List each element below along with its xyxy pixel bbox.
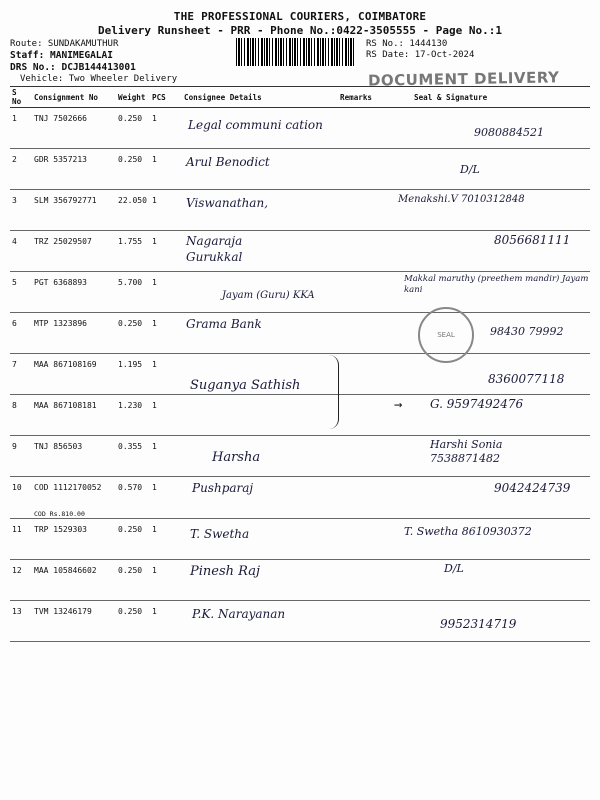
rs-number: RS No.: 1444130 xyxy=(366,39,448,49)
row-sno: 13 xyxy=(10,601,32,642)
row-signature xyxy=(394,354,590,395)
row-signature xyxy=(394,519,590,560)
row-pcs: 1 xyxy=(150,108,182,149)
table-row xyxy=(10,272,590,313)
col-sno: S No xyxy=(10,87,32,108)
row-sno: 8 xyxy=(10,395,32,436)
row-consignment: MAA 867108181 xyxy=(32,395,116,436)
row-weight: 0.355 xyxy=(116,436,150,477)
row-signature xyxy=(394,272,590,313)
row-sno: 5 xyxy=(10,272,32,313)
row-remarks xyxy=(338,272,394,313)
row-remarks xyxy=(338,354,394,395)
rs-date: RS Date: 17-Oct-2024 xyxy=(366,50,475,60)
row-pcs: 1 xyxy=(150,395,182,436)
table-row xyxy=(10,149,590,190)
row-consignment: MTP 1323896 xyxy=(32,313,116,354)
row-consignment xyxy=(32,477,116,519)
row-consignment: TRZ 25029507 xyxy=(32,231,116,272)
consignee-handwriting: Arul Benodict xyxy=(186,155,270,169)
table-row xyxy=(10,108,590,149)
row-weight: 0.250 xyxy=(116,313,150,354)
col-remarks: Remarks xyxy=(338,87,394,108)
signature-handwriting: 98430 79992 xyxy=(490,325,564,338)
arrow-icon: → xyxy=(394,397,403,413)
row-weight: 0.570 xyxy=(116,477,150,519)
col-weight: Weight xyxy=(116,87,150,108)
row-weight: 0.250 xyxy=(116,108,150,149)
consignee-handwriting: Viswanathan, xyxy=(186,196,269,210)
vehicle-label: Vehicle: Two Wheeler Delivery xyxy=(20,74,178,84)
table-row xyxy=(10,436,590,477)
row-pcs: 1 xyxy=(150,354,182,395)
row-consignee xyxy=(182,519,338,560)
table-row xyxy=(10,354,590,395)
row-pcs: 1 xyxy=(150,272,182,313)
consignee-handwriting: Suganya Sathish xyxy=(190,378,301,393)
row-consignment: PGT 6368893 xyxy=(32,272,116,313)
consignee-handwriting: Pushparaj xyxy=(192,481,254,495)
row-consignee xyxy=(182,395,338,436)
consignment-number: COD 1112170052 xyxy=(34,483,102,492)
row-remarks xyxy=(338,313,394,354)
row-consignment: TVM 13246179 xyxy=(32,601,116,642)
row-sno: 9 xyxy=(10,436,32,477)
table-row xyxy=(10,560,590,601)
row-sno: 11 xyxy=(10,519,32,560)
row-weight: 1.230 xyxy=(116,395,150,436)
consignee-handwriting: P.K. Narayanan xyxy=(192,607,286,621)
row-weight: 22.050 xyxy=(116,190,150,231)
document-delivery-stamp: DOCUMENT DELIVERY xyxy=(367,68,560,90)
row-sno: 10 xyxy=(10,477,32,519)
runsheet-title: Delivery Runsheet - PRR - Phone No.:0422-3505555 - Page No.:1 xyxy=(98,24,502,37)
signature-handwriting: 9952314719 xyxy=(440,617,517,631)
cod-amount: COD Rs.810.00 xyxy=(34,510,85,518)
consignee-handwriting: Harsha xyxy=(212,450,261,465)
row-signature xyxy=(394,108,590,149)
staff-label: Staff: MANIMEGALAI xyxy=(10,50,113,61)
row-sno: 6 xyxy=(10,313,32,354)
row-pcs: 1 xyxy=(150,231,182,272)
row-weight: 0.250 xyxy=(116,149,150,190)
row-signature xyxy=(394,477,590,519)
row-consignee xyxy=(182,149,338,190)
row-remarks xyxy=(338,149,394,190)
delivery-table xyxy=(10,86,590,642)
row-remarks xyxy=(338,190,394,231)
row-signature xyxy=(394,231,590,272)
signature-handwriting: 9080884521 xyxy=(474,126,544,139)
route-label: Route: SUNDAKAMUTHUR xyxy=(10,39,119,49)
row-remarks xyxy=(338,560,394,601)
consignee-handwriting: Nagaraja Gurukkal xyxy=(186,234,243,264)
row-consignee xyxy=(182,354,338,395)
row-signature xyxy=(394,601,590,642)
signature-handwriting: D/L xyxy=(460,163,480,176)
table-row xyxy=(10,313,590,354)
row-pcs: 1 xyxy=(150,560,182,601)
signature-handwriting: 8360077118 xyxy=(488,372,565,386)
signature-handwriting: T. Swetha 8610930372 xyxy=(404,525,532,538)
signature-handwriting: D/L xyxy=(444,562,464,575)
row-consignee xyxy=(182,436,338,477)
row-weight: 1.755 xyxy=(116,231,150,272)
row-remarks xyxy=(338,231,394,272)
bank-seal: SEAL xyxy=(418,307,474,363)
col-consignment: Consignment No xyxy=(32,87,116,108)
drs-label: DRS No.: DCJB144413001 xyxy=(10,62,136,73)
row-pcs: 1 xyxy=(150,190,182,231)
row-consignee xyxy=(182,231,338,272)
row-sno: 12 xyxy=(10,560,32,601)
signature-handwriting: Menakshi.V 7010312848 xyxy=(398,194,525,205)
row-sno: 2 xyxy=(10,149,32,190)
row-remarks xyxy=(338,436,394,477)
row-pcs: 1 xyxy=(150,149,182,190)
consignee-handwriting: Pinesh Raj xyxy=(190,564,261,579)
row-consignee xyxy=(182,560,338,601)
row-consignee xyxy=(182,477,338,519)
row-sno: 4 xyxy=(10,231,32,272)
consignee-handwriting: Grama Bank xyxy=(186,317,262,331)
company-title: THE PROFESSIONAL COURIERS, COIMBATORE xyxy=(173,10,427,23)
consignee-handwriting: Jayam (Guru) KKA xyxy=(222,290,315,301)
grouping-brace xyxy=(328,355,339,429)
col-consignee: Consignee Details xyxy=(182,87,338,108)
row-sno: 3 xyxy=(10,190,32,231)
signature-handwriting: Harshi Sonia 7538871482 xyxy=(430,438,503,465)
row-consignment: MAA 867108169 xyxy=(32,354,116,395)
table-row xyxy=(10,477,590,519)
row-consignee xyxy=(182,190,338,231)
row-consignment: MAA 105846602 xyxy=(32,560,116,601)
row-consignee xyxy=(182,272,338,313)
row-remarks xyxy=(338,108,394,149)
table-row xyxy=(10,190,590,231)
row-signature xyxy=(394,149,590,190)
row-pcs: 1 xyxy=(150,477,182,519)
row-consignment: TNJ 7502666 xyxy=(32,108,116,149)
row-sno: 1 xyxy=(10,108,32,149)
table-row xyxy=(10,601,590,642)
table-row xyxy=(10,231,590,272)
row-consignment: SLM 356792771 xyxy=(32,190,116,231)
row-pcs: 1 xyxy=(150,519,182,560)
signature-handwriting: G. 9597492476 xyxy=(430,397,524,411)
row-consignment: TRP 1529303 xyxy=(32,519,116,560)
row-weight: 0.250 xyxy=(116,601,150,642)
row-signature xyxy=(394,436,590,477)
row-weight: 5.700 xyxy=(116,272,150,313)
signature-handwriting: Makkal maruthy (preethem mandir) Jayam kani xyxy=(404,274,589,295)
row-pcs: 1 xyxy=(150,313,182,354)
barcode xyxy=(236,38,354,66)
row-signature xyxy=(394,395,590,436)
row-weight: 0.250 xyxy=(116,519,150,560)
row-remarks xyxy=(338,395,394,436)
row-pcs: 1 xyxy=(150,601,182,642)
row-signature xyxy=(394,313,590,354)
row-signature xyxy=(394,190,590,231)
row-remarks xyxy=(338,519,394,560)
row-consignment: TNJ 856503 xyxy=(32,436,116,477)
row-consignee xyxy=(182,601,338,642)
consignee-handwriting: Legal communi cation xyxy=(188,118,323,132)
row-consignee xyxy=(182,108,338,149)
row-pcs: 1 xyxy=(150,436,182,477)
row-remarks xyxy=(338,601,394,642)
table-header xyxy=(10,87,590,108)
col-seal: Seal & Signature xyxy=(394,87,590,108)
signature-handwriting: 9042424739 xyxy=(494,481,571,495)
row-weight: 0.250 xyxy=(116,560,150,601)
row-weight: 1.195 xyxy=(116,354,150,395)
table-row xyxy=(10,395,590,436)
consignee-handwriting: T. Swetha xyxy=(190,527,250,541)
row-sno: 7 xyxy=(10,354,32,395)
row-remarks xyxy=(338,477,394,519)
table-row xyxy=(10,519,590,560)
row-consignee xyxy=(182,313,338,354)
row-signature xyxy=(394,560,590,601)
row-consignment: GDR 5357213 xyxy=(32,149,116,190)
signature-handwriting: 8056681111 xyxy=(494,233,571,247)
col-pcs: PCS xyxy=(150,87,182,108)
